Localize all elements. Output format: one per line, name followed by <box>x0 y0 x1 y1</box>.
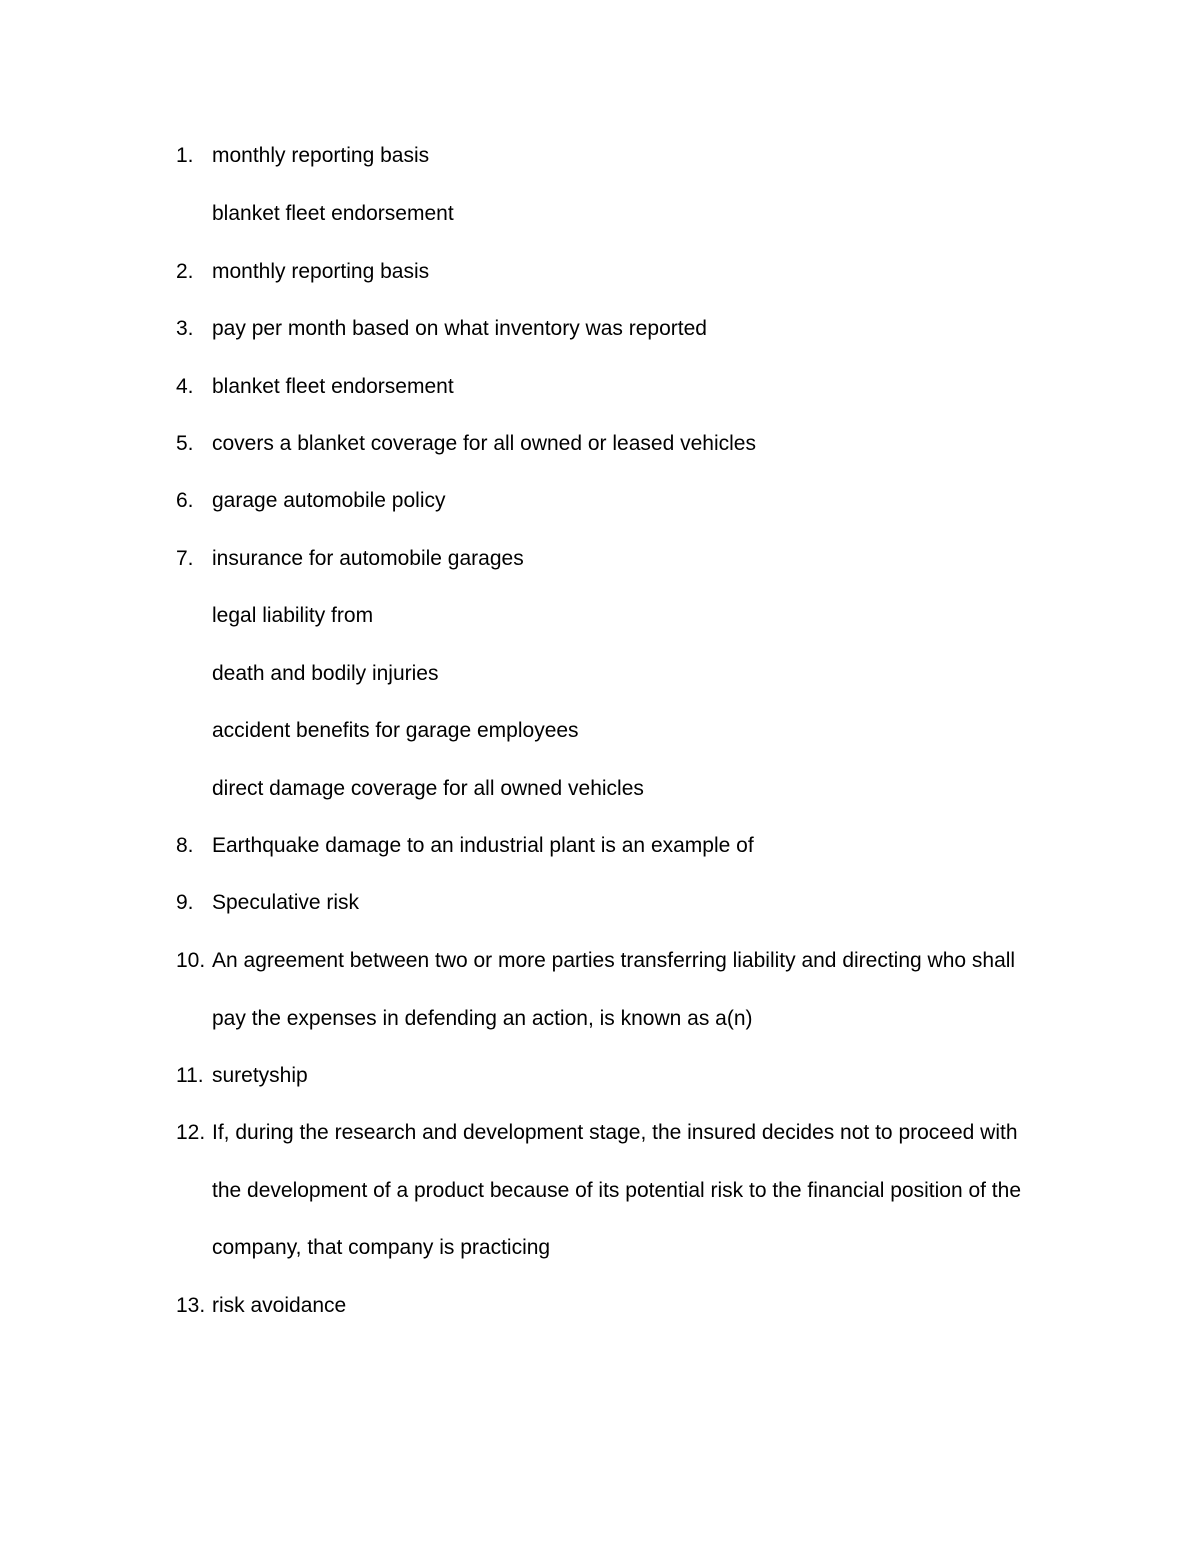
list-item <box>176 1291 346 1321</box>
item-number: 4. <box>176 375 194 398</box>
list-item-continuation <box>176 601 373 631</box>
item-number: 9. <box>176 891 194 914</box>
item-text: If, during the research and development stage, the insured decides not to proceed with <box>212 1121 1018 1144</box>
list-item <box>176 314 707 344</box>
list-item-continuation <box>176 199 454 229</box>
list-item-continuation <box>176 1233 550 1263</box>
list-item <box>176 946 1015 976</box>
item-number: 8. <box>176 834 194 857</box>
item-number: 13. <box>176 1294 206 1317</box>
list-item-continuation <box>176 659 439 689</box>
item-text: monthly reporting basis <box>212 144 430 167</box>
item-text: death and bodily injuries <box>212 662 439 685</box>
item-number: 1. <box>176 144 194 167</box>
list-item-continuation <box>176 1004 753 1034</box>
list-item <box>176 831 754 861</box>
item-number: 2. <box>176 260 194 283</box>
item-number: 12. <box>176 1121 206 1144</box>
list-item-continuation <box>176 1176 1021 1206</box>
list-item <box>176 141 429 171</box>
item-text: suretyship <box>212 1064 308 1087</box>
item-number: 11. <box>176 1064 204 1087</box>
item-number: 5. <box>176 432 194 455</box>
item-text: blanket fleet endorsement <box>212 202 454 225</box>
item-text: covers a blanket coverage for all owned or leased vehicles <box>212 432 756 455</box>
item-text: An agreement between two or more parties transferring liability and directing who shall <box>212 949 1016 972</box>
list-item-continuation <box>176 774 644 804</box>
list-item <box>176 372 454 402</box>
item-text: Earthquake damage to an industrial plant is an example of <box>212 834 754 857</box>
item-text: legal liability from <box>212 604 374 627</box>
item-text: pay the expenses in defending an action, is known as a(n) <box>212 1007 753 1030</box>
item-text: blanket fleet endorsement <box>212 375 454 398</box>
list-item <box>176 1061 308 1091</box>
item-number: 6. <box>176 489 194 512</box>
item-text: garage automobile policy <box>212 489 446 512</box>
list-item <box>176 544 524 574</box>
item-text: Speculative risk <box>212 891 360 914</box>
item-text: company, that company is practicing <box>212 1236 551 1259</box>
item-text: accident benefits for garage employees <box>212 719 579 742</box>
list-item <box>176 257 429 287</box>
list-item <box>176 888 359 918</box>
list-item-continuation <box>176 716 579 746</box>
list-item <box>176 486 445 516</box>
item-number: 7. <box>176 547 194 570</box>
item-text: risk avoidance <box>212 1294 347 1317</box>
item-text: monthly reporting basis <box>212 260 430 283</box>
item-text: the development of a product because of its potential risk to the financial position of the <box>212 1179 1022 1202</box>
item-number: 3. <box>176 317 194 340</box>
item-number: 10. <box>176 949 206 972</box>
item-text: direct damage coverage for all owned vehicles <box>212 777 644 800</box>
list-item <box>176 1118 1018 1148</box>
item-text: pay per month based on what inventory was reported <box>212 317 707 340</box>
list-item <box>176 429 756 459</box>
item-text: insurance for automobile garages <box>212 547 524 570</box>
